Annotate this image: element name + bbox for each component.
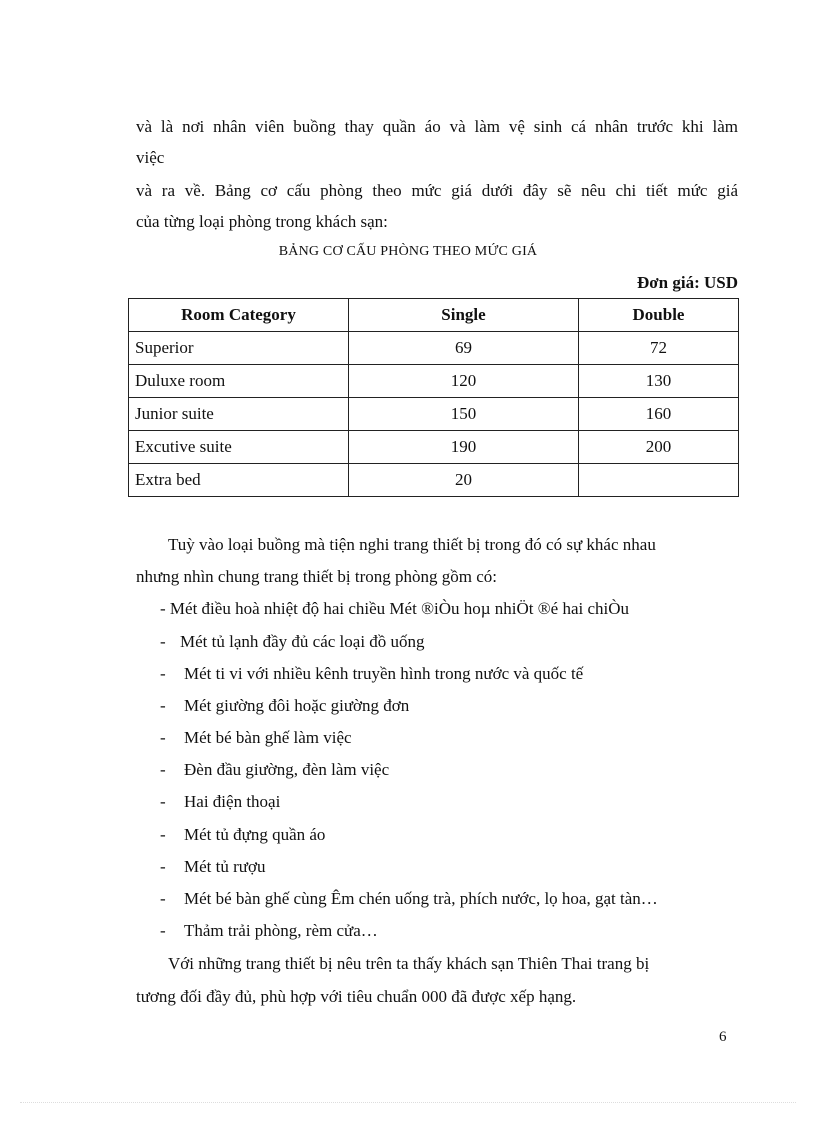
bullet-dash: -	[160, 889, 166, 908]
table-row	[129, 464, 739, 497]
bullet-dash: -	[160, 696, 166, 715]
amenity-first-item: - Mét điều hoà nhiệt độ hai chiều Mét ®iÒu hoµ nhiÖt ®é hai chiÒu	[160, 599, 630, 618]
single-price-cell: 150	[349, 398, 579, 431]
list-item-text: Đèn đầu giường, đèn làm việc	[184, 760, 390, 779]
list-item-text: Mét bé bàn ghế cùng Êm chén uống trà, phích nước, lọ hoa, gạt tàn…	[184, 889, 658, 908]
bullet-dash: -	[160, 792, 166, 811]
bullet-dash: -	[160, 921, 166, 940]
intro-line-1: và là nơi nhân viên buồng thay quần áo và làm vệ sinh cá nhân trước khi làm	[136, 117, 738, 136]
bullet-dash: -	[160, 632, 166, 651]
single-price-cell: 190	[349, 431, 579, 464]
room-category-cell: Junior suite	[129, 398, 349, 431]
room-category-cell: Excutive suite	[129, 431, 349, 464]
room-category-cell: Extra bed	[129, 464, 349, 497]
double-price-cell: 130	[579, 365, 739, 398]
table-title: BẢNG CƠ CẤU PHÒNG THEO MỨC GIÁ	[278, 244, 538, 259]
header-double: Double	[579, 299, 739, 332]
double-price-cell: 72	[579, 332, 739, 365]
double-price-cell: 160	[579, 398, 739, 431]
room-category-cell: Superior	[129, 332, 349, 365]
bullet-dash: -	[160, 728, 166, 747]
list-item-text: Mét tủ đựng quần áo	[184, 825, 326, 844]
list-item-text: Mét bé bàn ghế làm việc	[184, 728, 352, 747]
list-item-text: Mét tủ rượu	[184, 857, 266, 876]
single-price-cell: 20	[349, 464, 579, 497]
list-item-text: Mét ti vi với nhiều kênh truyền hình trong nước và quốc tế	[184, 664, 584, 683]
intro-line-3: và ra về. Bảng cơ cấu phòng theo mức giá dưới đây sẽ nêu chi tiết mức giá	[136, 181, 738, 200]
table-row	[129, 365, 739, 398]
bullet-dash: -	[160, 664, 166, 683]
room-category-cell: Duluxe room	[129, 365, 349, 398]
conclusion-line-2: tương đối đầy đủ, phù hợp với tiêu chuẩn 000 đã được xếp hạng.	[136, 987, 577, 1006]
page-bottom-divider	[20, 1102, 796, 1103]
double-price-cell	[579, 464, 739, 497]
header-room-category: Room Category	[129, 299, 349, 332]
bullet-dash: -	[160, 760, 166, 779]
table-row	[129, 431, 739, 464]
list-item-text: Mét giường đôi hoặc giường đơn	[184, 696, 410, 715]
page-number: 6	[719, 1029, 727, 1045]
single-price-cell: 120	[349, 365, 579, 398]
bullet-dash: -	[160, 857, 166, 876]
list-item-text: Thảm trải phòng, rèm cửa…	[184, 921, 378, 940]
list-item-text: Mét tủ lạnh đầy đủ các loại đồ uống	[180, 632, 425, 651]
amenities-para-line-1: Tuỳ vào loại buồng mà tiện nghi trang thiết bị trong đó có sự khác nhau	[168, 535, 656, 554]
double-price-cell: 200	[579, 431, 739, 464]
intro-line-2: việc	[136, 148, 165, 167]
header-single: Single	[349, 299, 579, 332]
price-unit: Đơn giá: USD	[636, 273, 738, 292]
intro-line-4: của từng loại phòng trong khách sạn:	[136, 212, 388, 231]
conclusion-line-1: Với những trang thiết bị nêu trên ta thấy khách sạn Thiên Thai trang bị	[168, 954, 650, 973]
list-item-text: Hai điện thoại	[184, 792, 281, 811]
single-price-cell: 69	[349, 332, 579, 365]
amenities-para-line-2: nhưng nhìn chung trang thiết bị trong phòng gồm có:	[136, 567, 497, 586]
room-rate-table	[128, 298, 739, 497]
bullet-dash: -	[160, 825, 166, 844]
table-row	[129, 332, 739, 365]
table-header-row	[129, 299, 739, 332]
table-row	[129, 398, 739, 431]
